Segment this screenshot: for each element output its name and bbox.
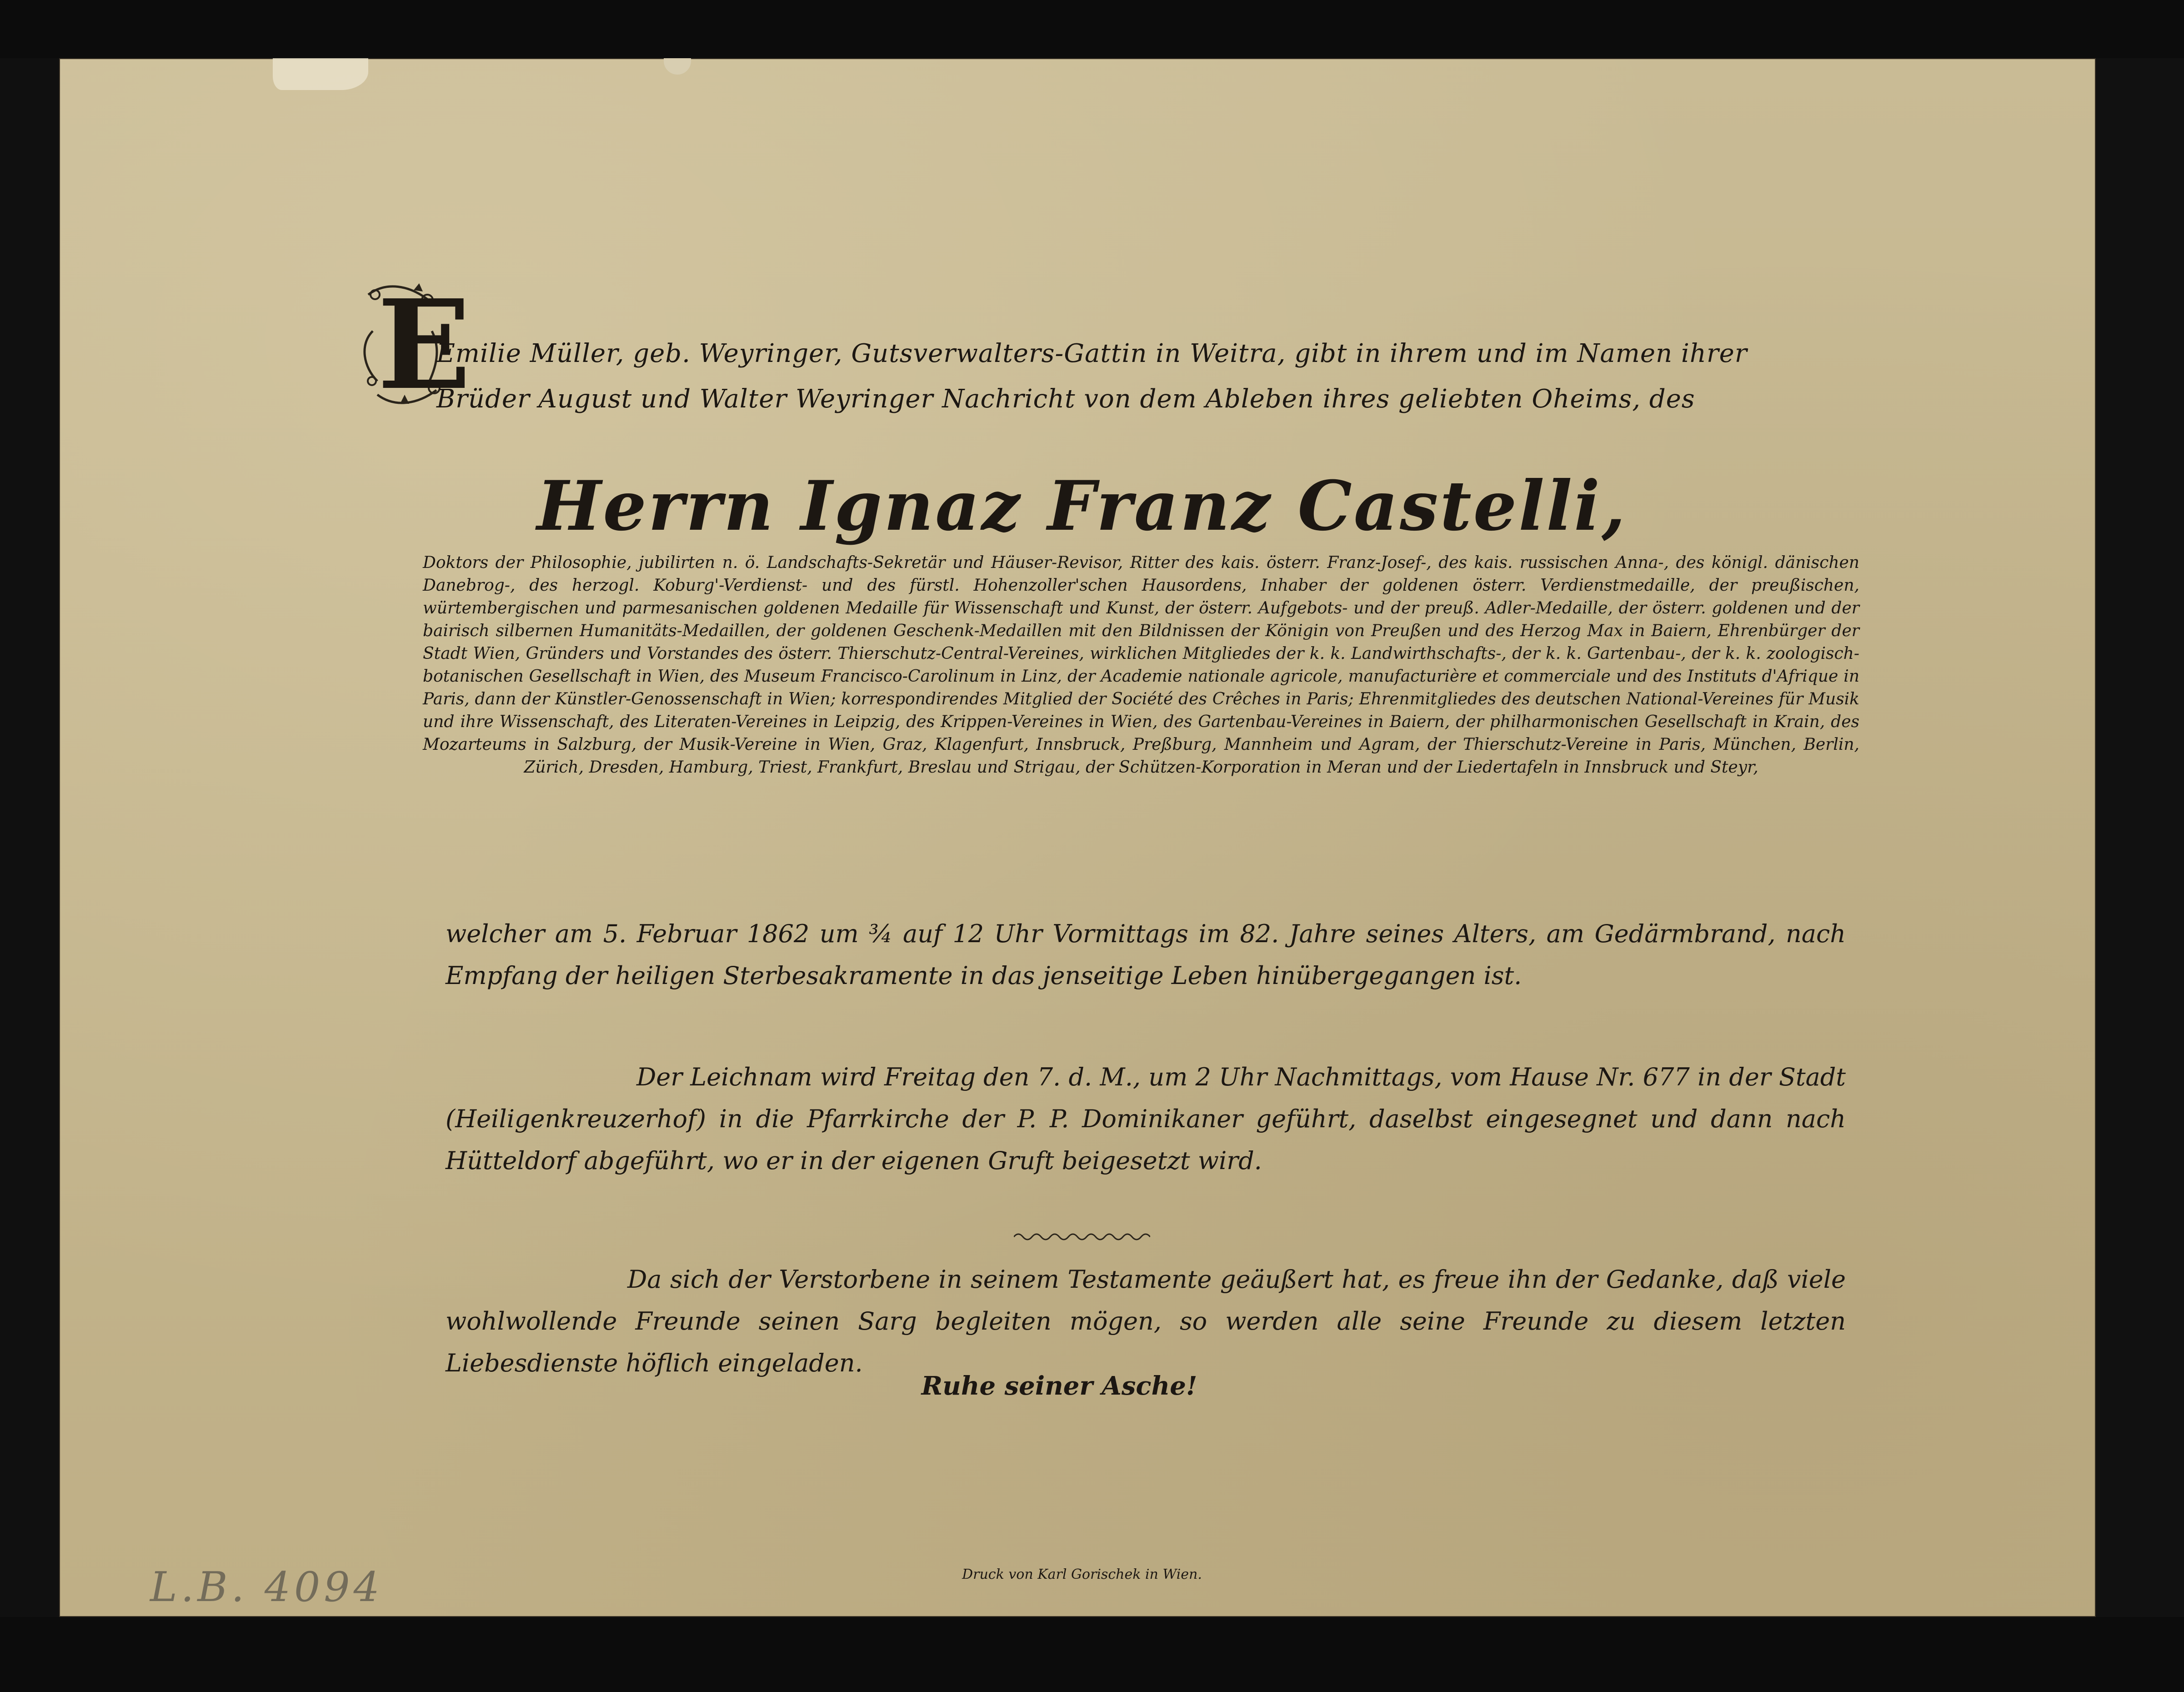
closing-line: Ruhe seiner Asche! bbox=[921, 1371, 1197, 1401]
notice-content bbox=[59, 58, 2096, 1617]
printer-imprint: Druck von Karl Gorischek in Wien. bbox=[962, 1566, 1202, 1582]
death-paragraph: welcher am 5. Februar 1862 um ¾ auf 12 Uhr Vormittags im 82. Jahre seines Alters, am Gedärmbrand, nach Empfang der heiligen Sterbesakramente in das jenseitige Leben hinübergegangen ist. bbox=[446, 919, 1846, 990]
scan-background-right bbox=[2096, 58, 2184, 1617]
death-notice-sheet bbox=[59, 58, 2096, 1617]
deceased-name: Herrn Ignaz Franz Castelli, bbox=[536, 466, 1628, 546]
funeral-paragraph: Der Leichnam wird Freitag den 7. d. M., um 2 Uhr Nachmittags, vom Hause Nr. 677 in der Stadt (Heiligenkreuzerhof) in die Pfarrkirche der P. P. Dominikaner geführt, daselbst eingesegnet und dann nach Hütteldorf abgeführt, wo er in der eigenen Gruft beigesetzt wird. bbox=[446, 1063, 1846, 1175]
initial-letter: E bbox=[377, 272, 471, 417]
testament-paragraph: Da sich der Verstorbene in seinem Testamente geäußert hat, es freue ihn der Gedanke, daß viele wohlwollende Freunde seinen Sarg begleiten mögen, so werden alle seine Freunde zu diesem letzten Liebesdienste höflich eingeladen. bbox=[446, 1265, 1846, 1377]
scan-background-left bbox=[0, 58, 59, 1617]
wavy-divider bbox=[1014, 1228, 1150, 1246]
handwritten-shelfmark: L.B. 4094 bbox=[150, 1563, 383, 1611]
honors-and-titles: Doktors der Philosophie, jubilirten n. ö. Landschafts-Sekretär und Häuser-Revisor, Ritter des kais. österr. Franz-Josef-, des kais. russischen Anna-, des königl. dänischen Danebrog-, des herzogl. Koburg'-Verdienst- und des fürstl. Hohenzoller'schen Hausordens, Inhaber der goldenen österr. Verdienstmedaille, der preußischen, würtembergischen und parmesanischen goldenen Medaille für Wissenschaft und Kunst, der österr. Aufgebots- und der preuß. Adler-Medaille, der österr. goldenen und der bairisch silbernen Humanitäts-Medaillen, der goldenen Geschenk-Medaillen mit den Bildnissen der Königin von Preußen und des Herzog Max in Baiern, Ehrenbürger der Stadt Wien, Gründers und Vorstandes des österr. Thierschutz-Central-Vereines, wirklichen Mitgliedes der k. k. Landwirthschafts-, der k. k. Gartenbau-, der k. k. zoologisch-botanischen Gesellschaft in Wien, des Museum Francisco-Carolinum in Linz, der Academie nationale agricole, manufacturière et commerciale und des Instituts d'Afrique in Paris, dann der Künstler-Genossenschaft in Wien; korrespondirendes Mitglied der Société des Crêches in Paris; Ehrenmitgliedes des deutschen National-Vereines für Musik und ihre Wissenschaft, des Literaten-Vereines in Leipzig, des Krippen-Vereines in Wien, des Gartenbau-Vereines in Baiern, der philharmonischen Gesellschaft in Krain, des Mozarteums in Salzburg, der Musik-Vereine in Wien, Graz, Klagenfurt, Innsbruck, Preßburg, Mannheim und Agram, der Thierschutz-Vereine in Paris, München, Berlin, Zürich, Dresden, Hamburg, Triest, Frankfurt, Breslau und Strigau, der Schützen-Korporation in Meran und der Liedertafeln in Innsbruck und Steyr, bbox=[423, 553, 1859, 777]
intro-paragraph: Emilie Müller, geb. Weyringer, Gutsverwalters-Gattin in Weitra, gibt in ihrem und im Namen ihrer Brüder August und Walter Weyringer Nachricht von dem Ableben ihres geliebten Oheims, des bbox=[436, 339, 1748, 414]
